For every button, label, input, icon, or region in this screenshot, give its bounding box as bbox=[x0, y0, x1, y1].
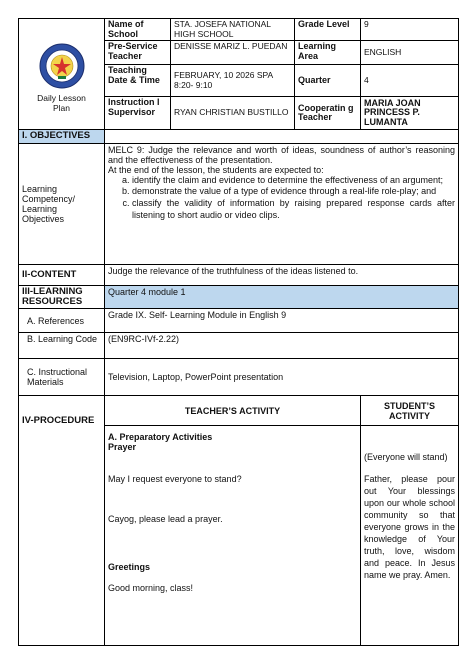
melc-text: MELC 9: Judge the relevance and worth of ideas, soundness of author’s reasoning and the effectiveness of the presentation. bbox=[108, 145, 455, 165]
quarter-label: Quarter bbox=[295, 65, 361, 97]
lesson-plan-table bbox=[18, 18, 459, 646]
logo-caption: Daily Lesson Plan bbox=[37, 93, 86, 113]
student-activity-header: STUDENT’S ACTIVITY bbox=[361, 396, 459, 426]
instructional-materials-text: Television, Laptop, PowerPoint presentation bbox=[105, 359, 459, 396]
preparatory-activities-heading: A. Preparatory Activities bbox=[108, 432, 213, 442]
learning-code-text: (EN9RC-IVf-2.22) bbox=[105, 333, 459, 359]
teacher-activity-cell bbox=[105, 426, 361, 646]
lesson-plan-page bbox=[18, 18, 458, 646]
learning-code-label: B. Learning Code bbox=[19, 333, 105, 359]
resources-section-title: III-LEARNING RESOURCES bbox=[19, 286, 105, 309]
quarter-value: 4 bbox=[361, 65, 459, 97]
instructional-supervisor-label: Instruction l Supervisor bbox=[105, 97, 171, 130]
teacher-activity-header: TEACHER’S ACTIVITY bbox=[105, 396, 361, 426]
learning-area-value: ENGLISH bbox=[361, 41, 459, 65]
quarter-module-text: Quarter 4 module 1 bbox=[105, 286, 459, 309]
good-morning-text: Good morning, class! bbox=[108, 583, 194, 593]
references-text: Grade IX. Self- Learning Module in English 9 bbox=[105, 309, 459, 333]
preservice-teacher-label: Pre-Service Teacher bbox=[105, 41, 171, 65]
objectives-section-spacer bbox=[105, 130, 459, 144]
prayer-heading: Prayer bbox=[108, 442, 137, 452]
cooperating-teacher-value: MARIA JOAN PRINCESS P. LUMANTA bbox=[361, 97, 459, 130]
objective-item: a. identify the claim and evidence to determine the effectiveness of an argument; bbox=[132, 175, 455, 185]
instructional-materials-label: C. Instructional Materials bbox=[19, 359, 105, 396]
content-text: Judge the relevance of the truthfulness of the ideas listened to. bbox=[105, 265, 459, 286]
procedure-section-title: IV-PROCEDURE bbox=[19, 396, 105, 646]
student-prayer-text: Father, please pour out Your blessings upon our whole school community so that everyone grows in the knowledge of Your truth, love, wisdom and peace. In Jesus name we pray. Amen. bbox=[364, 474, 455, 580]
student-activity-cell bbox=[361, 426, 459, 646]
learning-competency-label: Learning Competency/ Learning Objectives bbox=[19, 144, 105, 265]
instructional-supervisor-value: RYAN CHRISTIAN BUSTILLO bbox=[171, 97, 295, 130]
content-section-title: II-CONTENT bbox=[19, 265, 105, 286]
greetings-heading: Greetings bbox=[108, 562, 151, 572]
school-logo-cell bbox=[19, 19, 105, 130]
objective-item: b. demonstrate the value of a type of evidence through a real-life role-play; and bbox=[132, 185, 455, 197]
grade-level-value: 9 bbox=[361, 19, 459, 41]
deped-seal-icon bbox=[39, 43, 85, 89]
teaching-date-label: Teaching Date & Time bbox=[105, 65, 171, 97]
everyone-stand-text: (Everyone will stand) bbox=[364, 452, 448, 462]
objectives-section-title: I. OBJECTIVES bbox=[19, 130, 105, 144]
references-label: A. References bbox=[19, 309, 105, 333]
objective-item: c. classify the validity of information by raising prepared response cards after listening to short audio or video clips. bbox=[132, 197, 455, 221]
learning-area-label: Learning Area bbox=[295, 41, 361, 65]
name-of-school-value: STA. JOSEFA NATIONAL HIGH SCHOOL bbox=[171, 19, 295, 41]
cooperating-teacher-label: Cooperatin g Teacher bbox=[295, 97, 361, 130]
name-of-school-label: Name of School bbox=[105, 19, 171, 41]
lead-prayer-text: Cayog, please lead a prayer. bbox=[108, 514, 223, 524]
objectives-list bbox=[108, 175, 455, 221]
grade-level-label: Grade Level bbox=[295, 19, 361, 41]
request-stand-text: May I request everyone to stand? bbox=[108, 474, 242, 484]
preservice-teacher-value: DENISSE MARIZ L. PUEDAN bbox=[171, 41, 295, 65]
teaching-date-value: FEBRUARY, 10 2026 SPA 8:20- 9:10 bbox=[171, 65, 295, 97]
objectives-content bbox=[105, 144, 459, 265]
objectives-intro: At the end of the lesson, the students are expected to: bbox=[108, 165, 324, 175]
